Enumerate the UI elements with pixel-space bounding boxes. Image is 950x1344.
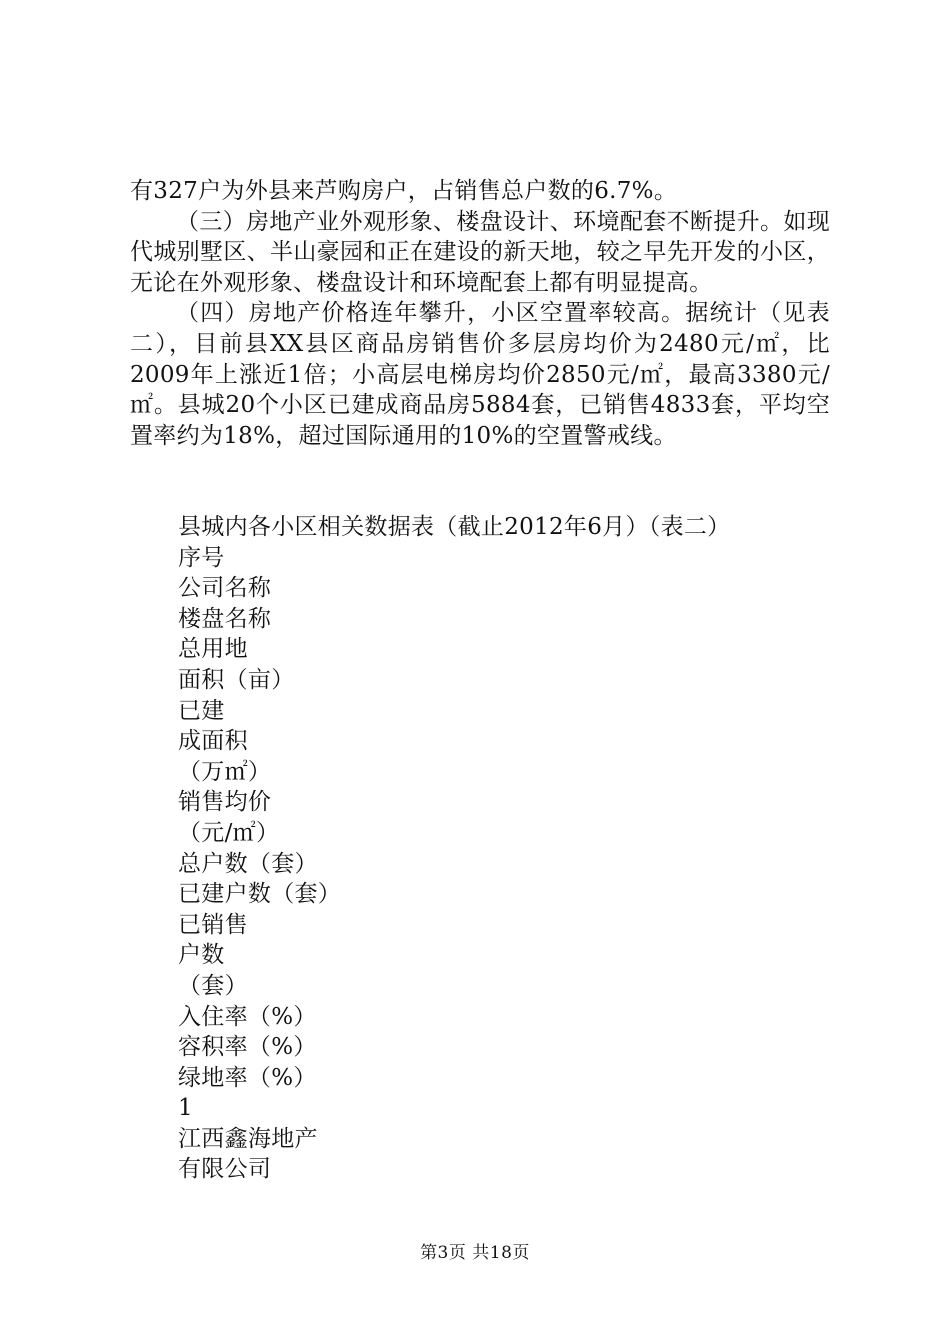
table-header-cell: 面积（亩） [178, 666, 295, 693]
table-header-cell: 楼盘名称 [178, 605, 272, 632]
table-header-cell: 已建 [178, 697, 225, 724]
table-caption: 县城内各小区相关数据表（截止2012年6月）（表二） [178, 514, 731, 540]
table-header-cell: 已建户数（套） [178, 881, 342, 908]
table-header-cell: 入住率（%） [178, 1003, 317, 1030]
table-header-cell: （万㎡） [178, 758, 272, 785]
table-header-cell: 已销售 [178, 911, 248, 938]
table-data-cell: 有限公司 [178, 1156, 272, 1183]
table-header-cell: 序号 [178, 544, 225, 571]
table-header-cell: 总户数（套） [178, 850, 318, 877]
paragraph-section-four: （四）房地产价格连年攀升，小区空置率较高。据统计（见表二），目前县XX县区商品房销售价多层房均价为2480元/㎡，比2009年上涨近1倍；小高层电梯房均价2850元/㎡，最高3380元/㎡。县城20个小区已建成商品房5884套，已销售4833套，平均空置率约为18%，超过国际通用的10%的空置警戒线。 [130, 300, 830, 449]
table-header-cell: 绿地率（%） [178, 1064, 317, 1091]
table-header-cell: 销售均价 [178, 789, 272, 816]
table-header-cell: 公司名称 [178, 575, 272, 602]
table-cell-list [178, 512, 818, 1185]
page-footer [0, 1242, 950, 1264]
table-header-cell: （元/㎡） [178, 819, 280, 846]
page-number: 第3页 共18页 [420, 1243, 530, 1263]
paragraph-continuation: 有327户为外县来芦购房户，占销售总户数的6.7%。 [130, 178, 678, 204]
body-text [130, 176, 830, 451]
table-header-cell: 户数 [178, 942, 225, 969]
paragraph-section-three: （三）房地产业外观形象、楼盘设计、环境配套不断提升。如现代城别墅区、半山豪园和正在建设的新天地，较之早先开发的小区，无论在外观形象、楼盘设计和环境配套上都有明显提高。 [130, 208, 830, 296]
table-header-cell: （套） [178, 972, 248, 999]
table-data-cell: 江西鑫海地产 [178, 1125, 318, 1152]
table-header-cell: 总用地 [178, 636, 248, 663]
table-header-cell: 容积率（%） [178, 1034, 317, 1061]
table-header-cell: 成面积 [178, 728, 248, 755]
table-data-cell: 1 [178, 1095, 193, 1122]
